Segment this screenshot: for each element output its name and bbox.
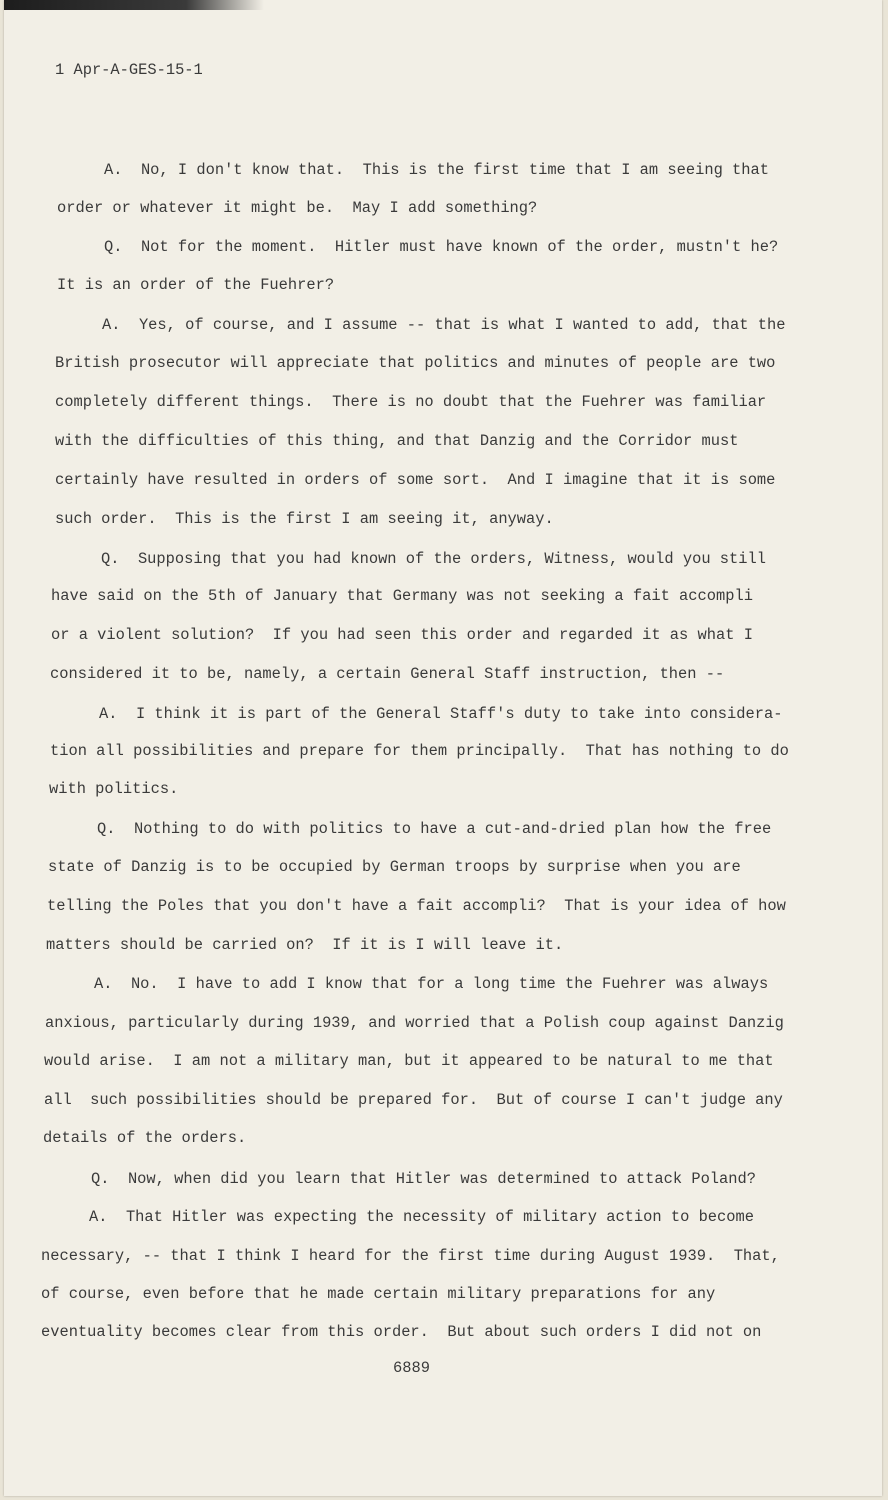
transcript-line: eventuality becomes clear from this order. But about such orders I did not on bbox=[41, 1323, 762, 1341]
transcript-line: have said on the 5th of January that Germany was not seeking a fait accompli bbox=[51, 587, 753, 605]
transcript-line: A. No. I have to add I know that for a long time the Fuehrer was always bbox=[94, 975, 769, 993]
transcript-line: Q. Now, when did you learn that Hitler was determined to attack Poland? bbox=[91, 1170, 756, 1188]
page-number: 6889 bbox=[393, 1359, 430, 1377]
transcript-line: matters should be carried on? If it is I will leave it. bbox=[46, 936, 564, 954]
page-identifier: 1 Apr-A-GES-15-1 bbox=[55, 61, 203, 79]
transcript-line: all such possibilities should be prepared for. But of course I can't judge any bbox=[44, 1091, 783, 1109]
transcript-line: details of the orders. bbox=[43, 1129, 247, 1147]
transcript-line: completely different things. There is no doubt that the Fuehrer was familiar bbox=[55, 393, 767, 411]
transcript-line: state of Danzig is to be occupied by German troops by surprise when you are bbox=[48, 858, 741, 876]
transcript-line: or a violent solution? If you had seen this order and regarded it as what I bbox=[51, 626, 753, 644]
transcript-line: certainly have resulted in orders of some sort. And I imagine that it is some bbox=[55, 471, 776, 489]
transcript-line: tion all possibilities and prepare for them principally. That has nothing to do bbox=[50, 742, 789, 760]
scan-edge-shadow bbox=[4, 0, 264, 10]
transcript-line: with politics. bbox=[49, 780, 179, 798]
transcript-line: considered it to be, namely, a certain General Staff instruction, then -- bbox=[50, 665, 725, 683]
transcript-line: A. Yes, of course, and I assume -- that is what I wanted to add, that the bbox=[102, 316, 786, 334]
transcript-line: A. I think it is part of the General Staff's duty to take into considera- bbox=[99, 705, 783, 723]
transcript-line: Q. Supposing that you had known of the orders, Witness, would you still bbox=[101, 550, 766, 568]
transcript-line: telling the Poles that you don't have a fait accompli? That is your idea of how bbox=[47, 897, 786, 915]
transcript-line: order or whatever it might be. May I add something? bbox=[57, 199, 538, 217]
transcript-line: would arise. I am not a military man, but it appeared to be natural to me that bbox=[44, 1052, 774, 1070]
transcript-line: necessary, -- that I think I heard for the first time during August 1939. That, bbox=[41, 1247, 780, 1265]
transcript-line: anxious, particularly during 1939, and worried that a Polish coup against Danzig bbox=[45, 1014, 784, 1032]
transcript-line: It is an order of the Fuehrer? bbox=[57, 276, 335, 294]
transcript-line: A. That Hitler was expecting the necessity of military action to become bbox=[89, 1208, 754, 1226]
transcript-line: with the difficulties of this thing, and that Danzig and the Corridor must bbox=[55, 432, 739, 450]
transcript-line: Q. Not for the moment. Hitler must have known of the order, mustn't he? bbox=[104, 238, 779, 256]
transcript-line: Q. Nothing to do with politics to have a cut-and-dried plan how the free bbox=[97, 820, 772, 838]
transcript-line: such order. This is the first I am seeing it, anyway. bbox=[55, 510, 554, 528]
transcript-line: A. No, I don't know that. This is the first time that I am seeing that bbox=[104, 161, 769, 179]
transcript-line: of course, even before that he made certain military preparations for any bbox=[41, 1285, 716, 1303]
transcript-line: British prosecutor will appreciate that politics and minutes of people are two bbox=[55, 354, 776, 372]
